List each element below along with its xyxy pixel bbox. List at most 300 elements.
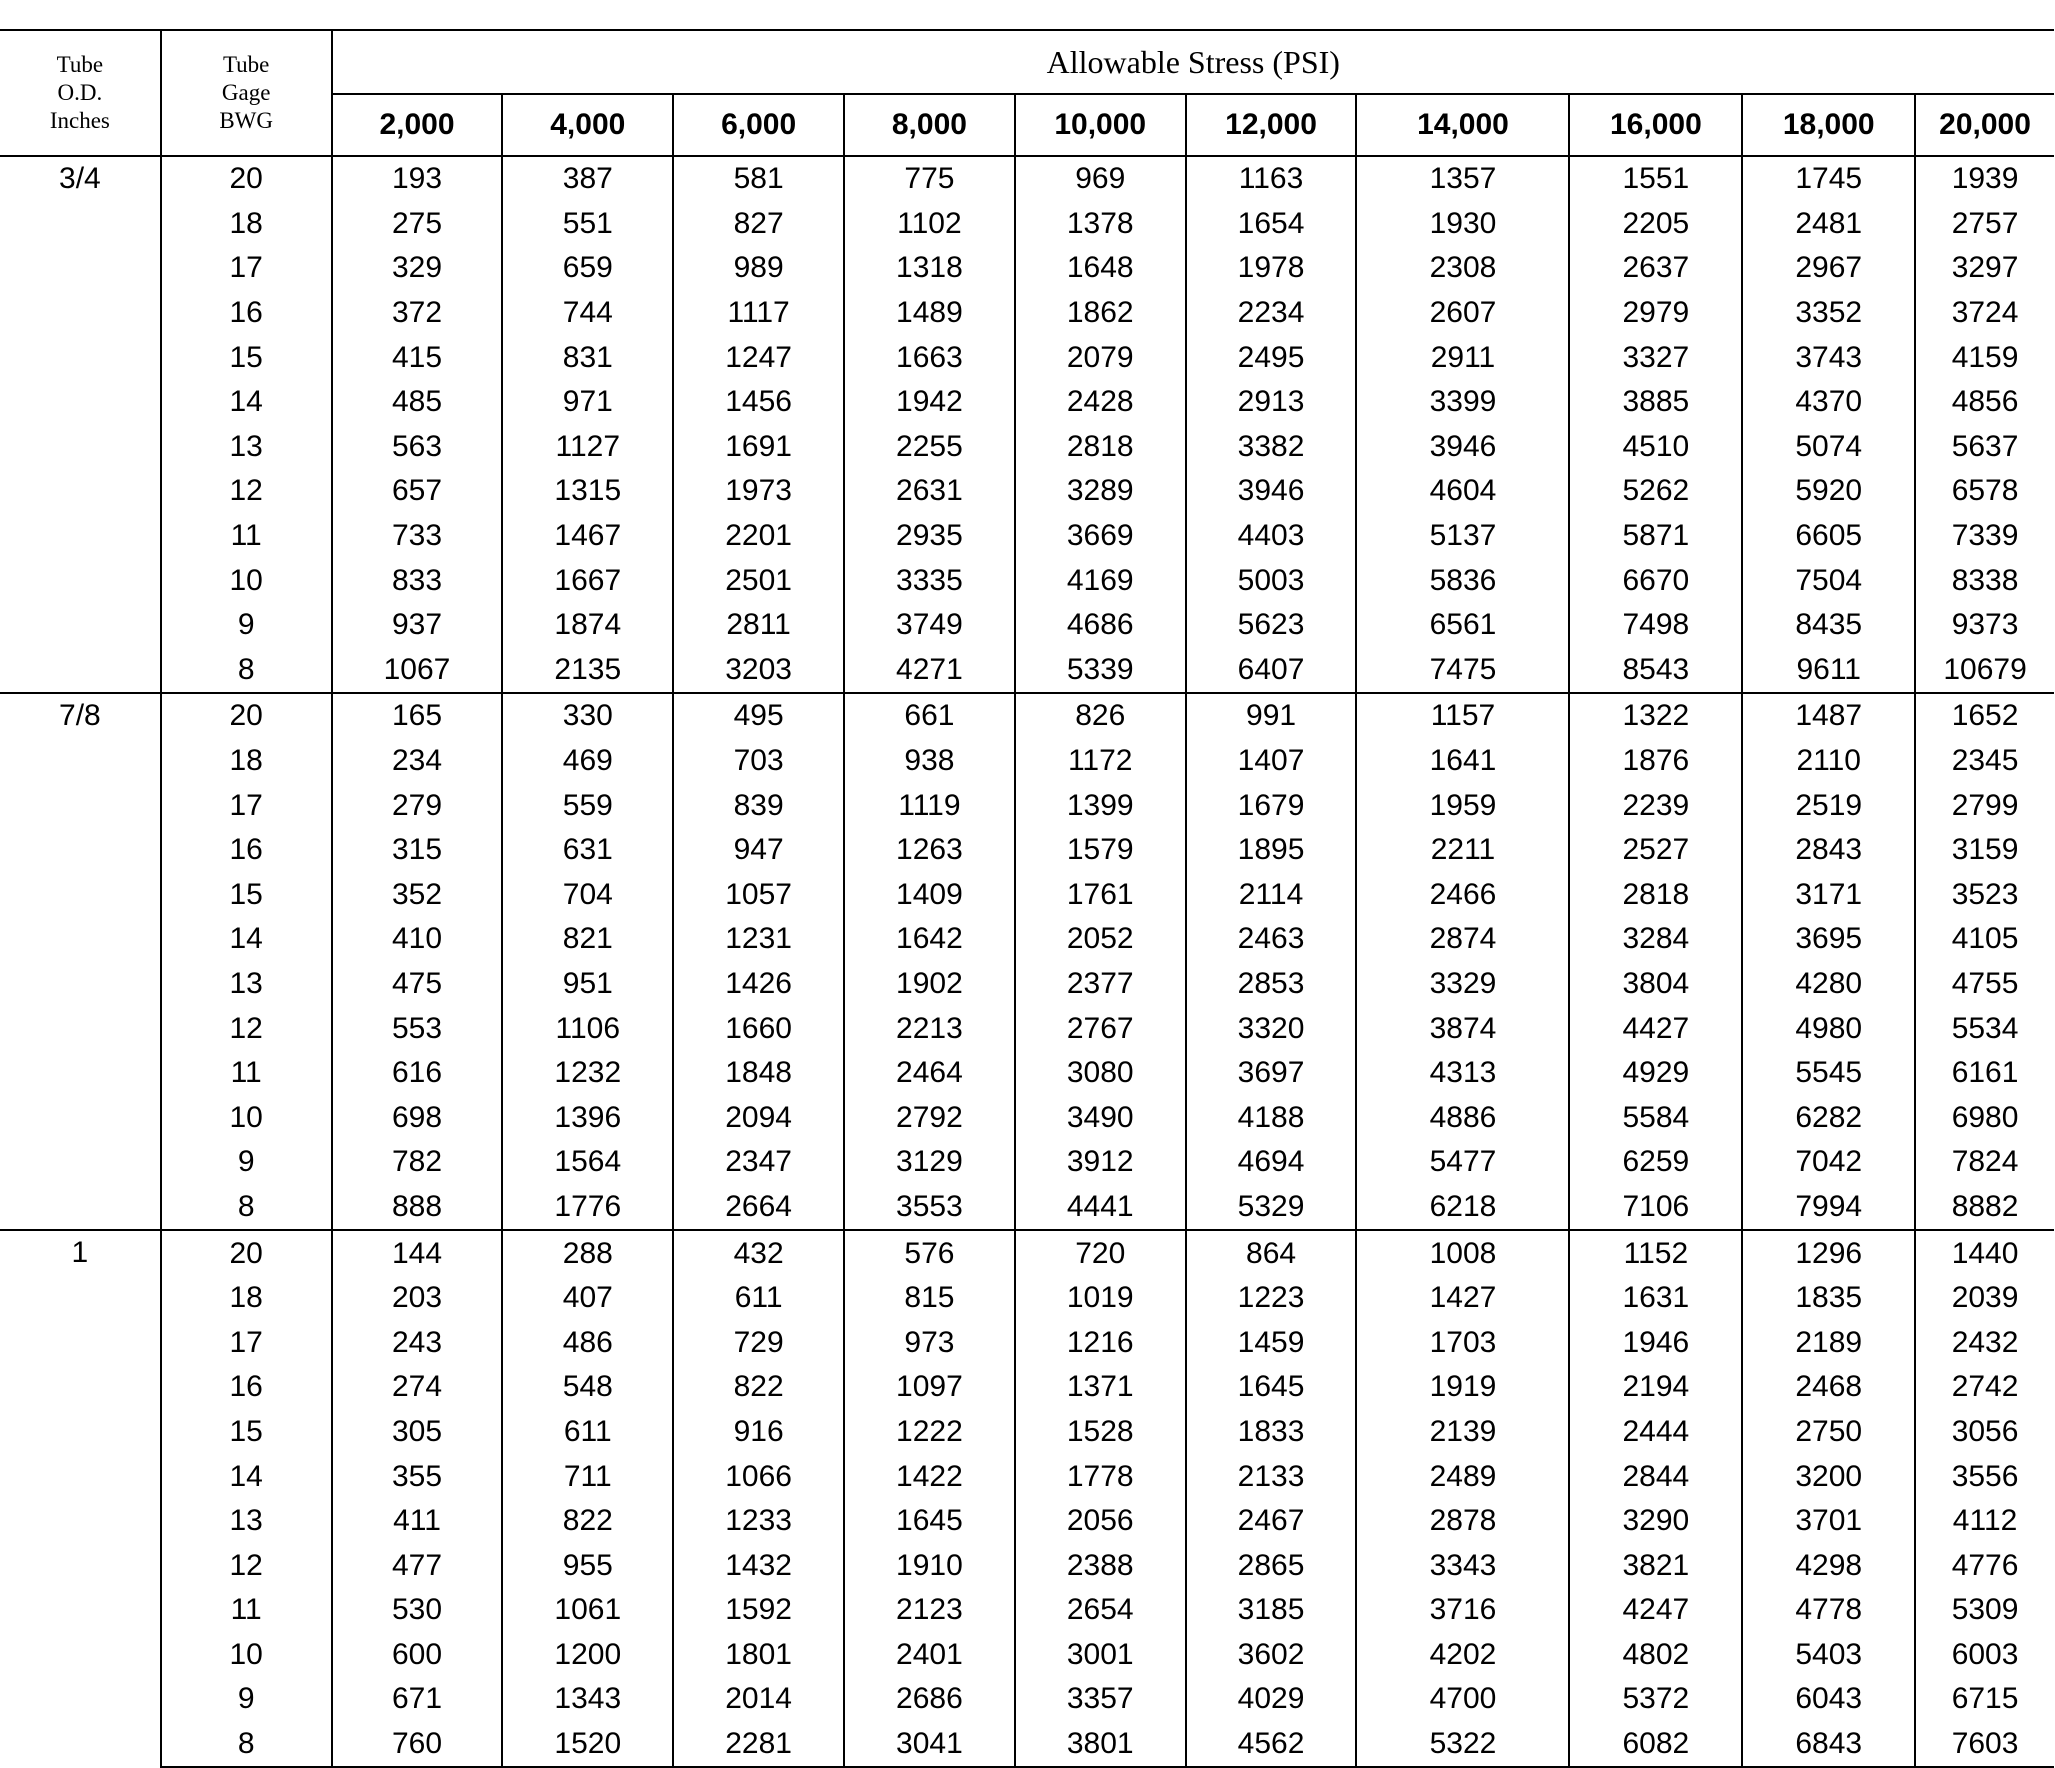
stress-value-cell: 2967 xyxy=(1742,246,1915,291)
stress-value-cell: 1489 xyxy=(844,291,1015,336)
stress-value-cell: 1216 xyxy=(1015,1320,1186,1365)
stress-value-cell: 600 xyxy=(332,1633,503,1678)
stress-value-cell: 3327 xyxy=(1569,335,1742,380)
stress-value-cell: 2843 xyxy=(1742,828,1915,873)
stress-value-cell: 4029 xyxy=(1186,1677,1357,1722)
stress-value-cell: 4776 xyxy=(1951,1548,2019,1582)
stress-value-cell: 2757 xyxy=(1951,206,2019,240)
table-row xyxy=(0,1230,2054,1276)
stress-value-cell: 1959 xyxy=(1356,783,1569,828)
tube-gage-cell: 18 xyxy=(161,1276,332,1321)
stress-value-cell: 2205 xyxy=(1569,202,1742,247)
stress-value-cell: 1930 xyxy=(1356,202,1569,247)
stress-value-cell: 1407 xyxy=(1186,739,1357,784)
stress-value-cell: 1440 xyxy=(1915,1230,2054,1276)
stress-value-cell: 4403 xyxy=(1186,514,1357,559)
stress-value-cell: 3749 xyxy=(844,603,1015,648)
tube-gage-cell: 18 xyxy=(161,202,332,247)
stress-value-cell: 2935 xyxy=(844,514,1015,559)
stress-value-cell: 4427 xyxy=(1569,1006,1742,1051)
stress-value-cell: 8435 xyxy=(1742,603,1915,648)
tube-gage-cell: 8 xyxy=(161,1722,332,1768)
stress-value-cell: 2637 xyxy=(1569,246,1742,291)
stress-value-cell: 2527 xyxy=(1569,828,1742,873)
stress-value-cell: 1862 xyxy=(1015,291,1186,336)
stress-value-cell: 7994 xyxy=(1742,1185,1915,1231)
stress-value-cell: 4562 xyxy=(1186,1722,1357,1768)
stress-value-cell: 5477 xyxy=(1356,1140,1569,1185)
stress-value-cell: 3743 xyxy=(1742,335,1915,380)
stress-value-cell: 4929 xyxy=(1569,1051,1742,1096)
stress-value-cell: 3697 xyxy=(1186,1051,1357,1096)
stress-value-cell: 4280 xyxy=(1742,962,1915,1007)
stress-value-cell: 1232 xyxy=(502,1051,673,1096)
stress-value-cell: 5637 xyxy=(1951,429,2019,463)
tube-gage-cell: 11 xyxy=(161,514,332,559)
stress-value-cell: 1061 xyxy=(502,1588,673,1633)
stress-value-cell: 2799 xyxy=(1951,788,2019,822)
stress-value-cell: 864 xyxy=(1186,1230,1357,1276)
stress-value-cell: 888 xyxy=(332,1185,503,1231)
tube-gage-cell: 12 xyxy=(161,1006,332,1051)
stress-value-cell: 1222 xyxy=(844,1410,1015,1455)
stress-value-cell: 1528 xyxy=(1015,1410,1186,1455)
stress-value-cell: 3804 xyxy=(1569,962,1742,1007)
stress-value-cell: 2014 xyxy=(673,1677,844,1722)
stress-value-cell: 432 xyxy=(673,1230,844,1276)
stress-value-cell: 6282 xyxy=(1742,1095,1915,1140)
stress-value-cell: 2234 xyxy=(1186,291,1357,336)
stress-value-cell: 4980 xyxy=(1742,1006,1915,1051)
stress-value-cell: 1318 xyxy=(844,246,1015,291)
tube-od-cell: 3/4 xyxy=(0,156,161,693)
stress-value-cell: 3801 xyxy=(1015,1722,1186,1768)
stress-value-cell: 3297 xyxy=(1951,251,2019,285)
stress-column-header: 10,000 xyxy=(1015,94,1186,156)
stress-value-cell: 951 xyxy=(502,962,673,1007)
table-row xyxy=(0,202,2054,247)
stress-value-cell: 2853 xyxy=(1186,962,1357,1007)
stress-value-cell: 2444 xyxy=(1569,1410,1742,1455)
stress-value-cell: 10679 xyxy=(1915,648,2054,694)
stress-value-cell: 3724 xyxy=(1951,296,2019,330)
stress-value-cell: 1396 xyxy=(502,1095,673,1140)
stress-value-cell: 144 xyxy=(332,1230,503,1276)
stress-value-cell: 2654 xyxy=(1015,1588,1186,1633)
stress-value-cell: 1946 xyxy=(1569,1320,1742,1365)
stress-value-cell: 7339 xyxy=(1951,519,2019,553)
stress-column-header: 6,000 xyxy=(673,94,844,156)
stress-value-cell: 4755 xyxy=(1951,966,2019,1000)
stress-value-cell: 1233 xyxy=(673,1499,844,1544)
stress-value-cell: 559 xyxy=(502,783,673,828)
stress-value-cell: 1172 xyxy=(1015,739,1186,784)
stress-column-header: 4,000 xyxy=(502,94,673,156)
stress-value-cell: 315 xyxy=(332,828,503,873)
stress-value-cell: 2501 xyxy=(673,558,844,603)
stress-value-cell: 2811 xyxy=(673,603,844,648)
stress-value-cell: 4441 xyxy=(1015,1185,1186,1231)
stress-value-cell: 407 xyxy=(502,1276,673,1321)
stress-value-cell: 305 xyxy=(332,1410,503,1455)
stress-value-cell: 2911 xyxy=(1356,335,1569,380)
stress-value-cell: 8338 xyxy=(1951,563,2019,597)
stress-value-cell: 2464 xyxy=(844,1051,1015,1096)
stress-value-cell: 3171 xyxy=(1742,873,1915,918)
stress-value-cell: 581 xyxy=(673,156,844,202)
stress-value-cell: 4510 xyxy=(1569,425,1742,470)
table-row xyxy=(0,1499,2054,1544)
stress-value-cell: 1641 xyxy=(1356,739,1569,784)
stress-value-cell: 3001 xyxy=(1015,1633,1186,1678)
stress-value-cell: 5534 xyxy=(1951,1011,2019,1045)
tube-od-header xyxy=(0,30,161,156)
stress-value-cell: 3912 xyxy=(1015,1140,1186,1185)
tube-gage-cell: 9 xyxy=(161,1677,332,1722)
tube-gage-cell: 17 xyxy=(161,783,332,828)
stress-value-cell: 1592 xyxy=(673,1588,844,1633)
stress-value-cell: 387 xyxy=(502,156,673,202)
stress-value-cell: 5623 xyxy=(1186,603,1357,648)
stress-value-cell: 2495 xyxy=(1186,335,1357,380)
table-row xyxy=(0,1276,2054,1321)
stress-value-cell: 729 xyxy=(673,1320,844,1365)
stress-value-cell: 711 xyxy=(502,1454,673,1499)
stress-value-cell: 2135 xyxy=(502,648,673,694)
stress-value-cell: 698 xyxy=(332,1095,503,1140)
table-row xyxy=(0,1051,2054,1096)
stress-value-cell: 2388 xyxy=(1015,1543,1186,1588)
stress-value-cell: 4686 xyxy=(1015,603,1186,648)
stress-value-cell: 3556 xyxy=(1951,1459,2019,1493)
table-row xyxy=(0,1588,2054,1633)
tube-od-header-line: O.D. xyxy=(57,80,103,105)
tube-gage-header xyxy=(161,30,332,156)
table-row xyxy=(0,1185,2054,1231)
stress-value-cell: 3885 xyxy=(1569,380,1742,425)
stress-value-cell: 991 xyxy=(1186,693,1357,739)
table-row xyxy=(0,1365,2054,1410)
tube-od-cell: 1 xyxy=(0,1230,161,1767)
stress-value-cell: 2189 xyxy=(1742,1320,1915,1365)
stress-value-cell: 703 xyxy=(673,739,844,784)
tube-gage-cell: 17 xyxy=(161,1320,332,1365)
stress-value-cell: 5003 xyxy=(1186,558,1357,603)
stress-value-cell: 971 xyxy=(502,380,673,425)
stress-value-cell: 2213 xyxy=(844,1006,1015,1051)
table-row xyxy=(0,693,2054,739)
stress-value-cell: 1939 xyxy=(1915,156,2054,202)
stress-value-cell: 916 xyxy=(673,1410,844,1455)
stress-value-cell: 1487 xyxy=(1742,693,1915,739)
stress-value-cell: 415 xyxy=(332,335,503,380)
stress-value-cell: 1378 xyxy=(1015,202,1186,247)
stress-value-cell: 7504 xyxy=(1742,558,1915,603)
stress-value-cell: 1902 xyxy=(844,962,1015,1007)
stress-value-cell: 6259 xyxy=(1569,1140,1742,1185)
stress-value-cell: 4856 xyxy=(1951,385,2019,419)
stress-value-cell: 1117 xyxy=(673,291,844,336)
stress-value-cell: 1371 xyxy=(1015,1365,1186,1410)
table-row xyxy=(0,246,2054,291)
stress-value-cell: 1422 xyxy=(844,1454,1015,1499)
stress-value-cell: 2123 xyxy=(844,1588,1015,1633)
stress-value-cell: 661 xyxy=(844,693,1015,739)
stress-value-cell: 1200 xyxy=(502,1633,673,1678)
stress-value-cell: 1648 xyxy=(1015,246,1186,291)
stress-value-cell: 477 xyxy=(332,1543,503,1588)
stress-value-cell: 3284 xyxy=(1569,917,1742,962)
stress-value-cell: 3490 xyxy=(1015,1095,1186,1140)
stress-value-cell: 720 xyxy=(1015,1230,1186,1276)
stress-value-cell: 782 xyxy=(332,1140,503,1185)
stress-value-cell: 1057 xyxy=(673,873,844,918)
tube-gage-cell: 8 xyxy=(161,648,332,694)
stress-value-cell: 6605 xyxy=(1742,514,1915,559)
stress-value-cell: 822 xyxy=(673,1365,844,1410)
stress-value-cell: 8543 xyxy=(1569,648,1742,694)
stress-value-cell: 2347 xyxy=(673,1140,844,1185)
stress-value-cell: 3553 xyxy=(844,1185,1015,1231)
stress-value-cell: 631 xyxy=(502,828,673,873)
table-row xyxy=(0,917,2054,962)
stress-value-cell: 372 xyxy=(332,291,503,336)
stress-value-cell: 355 xyxy=(332,1454,503,1499)
stress-value-cell: 288 xyxy=(502,1230,673,1276)
table-row xyxy=(0,1454,2054,1499)
tube-gage-cell: 12 xyxy=(161,469,332,514)
table-row xyxy=(0,1677,2054,1722)
stress-value-cell: 1426 xyxy=(673,962,844,1007)
stress-value-cell: 3129 xyxy=(844,1140,1015,1185)
stress-value-cell: 659 xyxy=(502,246,673,291)
stress-value-cell: 3335 xyxy=(844,558,1015,603)
stress-value-cell: 1119 xyxy=(844,783,1015,828)
stress-value-cell: 6670 xyxy=(1569,558,1742,603)
stress-value-cell: 1642 xyxy=(844,917,1015,962)
stress-value-cell: 2308 xyxy=(1356,246,1569,291)
stress-column-header: 18,000 xyxy=(1742,94,1915,156)
stress-value-cell: 1645 xyxy=(1186,1365,1357,1410)
stress-value-cell: 530 xyxy=(332,1588,503,1633)
stress-value-cell: 2844 xyxy=(1569,1454,1742,1499)
stress-value-cell: 4604 xyxy=(1356,469,1569,514)
stress-value-cell: 3399 xyxy=(1356,380,1569,425)
stress-value-cell: 2463 xyxy=(1186,917,1357,962)
stress-value-cell: 937 xyxy=(332,603,503,648)
stress-column-header: 12,000 xyxy=(1186,94,1357,156)
stress-value-cell: 1564 xyxy=(502,1140,673,1185)
stress-value-cell: 2056 xyxy=(1015,1499,1186,1544)
stress-value-cell: 2913 xyxy=(1186,380,1357,425)
stress-value-cell: 775 xyxy=(844,156,1015,202)
stress-value-cell: 616 xyxy=(332,1051,503,1096)
tube-gage-cell: 18 xyxy=(161,739,332,784)
stress-value-cell: 469 xyxy=(502,739,673,784)
stress-value-cell: 1679 xyxy=(1186,783,1357,828)
stress-value-cell: 4694 xyxy=(1186,1140,1357,1185)
stress-value-cell: 1919 xyxy=(1356,1365,1569,1410)
table-row xyxy=(0,962,2054,1007)
stress-value-cell: 2139 xyxy=(1356,1410,1569,1455)
tube-gage-cell: 15 xyxy=(161,335,332,380)
stress-value-cell: 1322 xyxy=(1569,693,1742,739)
stress-value-cell: 4313 xyxy=(1356,1051,1569,1096)
stress-value-cell: 3946 xyxy=(1356,425,1569,470)
table-row xyxy=(0,558,2054,603)
stress-value-cell: 3695 xyxy=(1742,917,1915,962)
tube-od-header-line: Inches xyxy=(49,108,110,133)
stress-value-cell: 1066 xyxy=(673,1454,844,1499)
stress-value-cell: 3320 xyxy=(1186,1006,1357,1051)
stress-value-cell: 2432 xyxy=(1951,1325,2019,1359)
table-row xyxy=(0,335,2054,380)
stress-value-cell: 1459 xyxy=(1186,1320,1357,1365)
stress-value-cell: 1106 xyxy=(502,1006,673,1051)
tube-gage-cell: 13 xyxy=(161,962,332,1007)
stress-value-cell: 2874 xyxy=(1356,917,1569,962)
stress-value-cell: 1579 xyxy=(1015,828,1186,873)
stress-value-cell: 611 xyxy=(502,1410,673,1455)
tube-gage-cell: 15 xyxy=(161,873,332,918)
stress-value-cell: 5920 xyxy=(1742,469,1915,514)
stress-value-cell: 1703 xyxy=(1356,1320,1569,1365)
stress-value-cell: 1296 xyxy=(1742,1230,1915,1276)
stress-value-cell: 6082 xyxy=(1569,1722,1742,1768)
stress-value-cell: 831 xyxy=(502,335,673,380)
table-row xyxy=(0,380,2054,425)
stress-value-cell: 2428 xyxy=(1015,380,1186,425)
stress-value-cell: 274 xyxy=(332,1365,503,1410)
stress-value-cell: 6980 xyxy=(1951,1100,2019,1134)
stress-value-cell: 2878 xyxy=(1356,1499,1569,1544)
table-row xyxy=(0,1543,2054,1588)
stress-value-cell: 6715 xyxy=(1951,1682,2019,1716)
stress-value-cell: 1978 xyxy=(1186,246,1357,291)
stress-value-cell: 5545 xyxy=(1742,1051,1915,1096)
stress-value-cell: 6561 xyxy=(1356,603,1569,648)
stress-value-cell: 1645 xyxy=(844,1499,1015,1544)
table-body xyxy=(0,156,2054,1767)
tube-gage-cell: 16 xyxy=(161,828,332,873)
stress-value-cell: 1520 xyxy=(502,1722,673,1768)
stress-value-cell: 5309 xyxy=(1951,1593,2019,1627)
stress-value-cell: 2201 xyxy=(673,514,844,559)
stress-value-cell: 563 xyxy=(332,425,503,470)
stress-value-cell: 352 xyxy=(332,873,503,918)
tube-gage-cell: 20 xyxy=(161,693,332,739)
stress-value-cell: 2052 xyxy=(1015,917,1186,962)
stress-value-cell: 4188 xyxy=(1186,1095,1357,1140)
stress-value-cell: 4112 xyxy=(1952,1504,2018,1538)
tube-od-cell: 7/8 xyxy=(0,693,161,1230)
stress-value-cell: 955 xyxy=(502,1543,673,1588)
stress-value-cell: 5137 xyxy=(1356,514,1569,559)
stress-value-cell: 704 xyxy=(502,873,673,918)
stress-value-cell: 2194 xyxy=(1569,1365,1742,1410)
stress-value-cell: 279 xyxy=(332,783,503,828)
stress-value-cell: 2607 xyxy=(1356,291,1569,336)
stress-value-cell: 1097 xyxy=(844,1365,1015,1410)
table-row xyxy=(0,603,2054,648)
stress-value-cell: 5836 xyxy=(1356,558,1569,603)
stress-value-cell: 1223 xyxy=(1186,1276,1357,1321)
tube-gage-cell: 17 xyxy=(161,246,332,291)
stress-value-cell: 1427 xyxy=(1356,1276,1569,1321)
stress-value-cell: 6161 xyxy=(1951,1056,2019,1090)
stress-value-cell: 833 xyxy=(332,558,503,603)
stress-value-cell: 1874 xyxy=(502,603,673,648)
stress-value-cell: 3159 xyxy=(1951,833,2019,867)
tube-od-header-line: Tube xyxy=(56,52,104,77)
stress-value-cell: 733 xyxy=(332,514,503,559)
table-row xyxy=(0,1320,2054,1365)
stress-value-cell: 475 xyxy=(332,962,503,1007)
stress-value-cell: 760 xyxy=(332,1722,503,1768)
tube-gage-cell: 20 xyxy=(161,156,332,202)
stress-value-cell: 234 xyxy=(332,739,503,784)
stress-value-cell: 9373 xyxy=(1951,608,2019,642)
stress-value-cell: 1231 xyxy=(673,917,844,962)
stress-value-cell: 486 xyxy=(502,1320,673,1365)
stress-value-cell: 3185 xyxy=(1186,1588,1357,1633)
stress-value-cell: 3080 xyxy=(1015,1051,1186,1096)
stress-value-cell: 7475 xyxy=(1356,648,1569,694)
stress-value-cell: 2281 xyxy=(673,1722,844,1768)
stress-value-cell: 3669 xyxy=(1015,514,1186,559)
table-row xyxy=(0,648,2054,694)
stress-column-header: 16,000 xyxy=(1569,94,1742,156)
stress-value-cell: 3602 xyxy=(1186,1633,1357,1678)
stress-value-cell: 2094 xyxy=(673,1095,844,1140)
allowable-stress-title: Allowable Stress (PSI) xyxy=(332,30,2054,94)
stress-value-cell: 7498 xyxy=(1569,603,1742,648)
stress-value-cell: 2742 xyxy=(1951,1370,2019,1404)
stress-value-cell: 5074 xyxy=(1742,425,1915,470)
stress-value-cell: 1910 xyxy=(844,1543,1015,1588)
stress-value-cell: 827 xyxy=(673,202,844,247)
stress-value-cell: 275 xyxy=(332,202,503,247)
stress-value-cell: 6043 xyxy=(1742,1677,1915,1722)
tube-gage-cell: 10 xyxy=(161,1633,332,1678)
stress-value-cell: 1467 xyxy=(502,514,673,559)
stress-value-cell: 193 xyxy=(332,156,503,202)
stress-value-cell: 4169 xyxy=(1015,558,1186,603)
stress-value-cell: 7106 xyxy=(1569,1185,1742,1231)
stress-value-cell: 3289 xyxy=(1015,469,1186,514)
stress-value-cell: 2133 xyxy=(1186,1454,1357,1499)
stress-value-cell: 4159 xyxy=(1951,340,2019,374)
stress-value-cell: 3203 xyxy=(673,648,844,694)
stress-value-cell: 989 xyxy=(673,246,844,291)
stress-value-cell: 938 xyxy=(844,739,1015,784)
tube-gage-cell: 13 xyxy=(161,425,332,470)
stress-value-cell: 203 xyxy=(332,1276,503,1321)
stress-value-cell: 1157 xyxy=(1356,693,1569,739)
stress-value-cell: 1399 xyxy=(1015,783,1186,828)
table-row xyxy=(0,1140,2054,1185)
stress-value-cell: 822 xyxy=(502,1499,673,1544)
stress-value-cell: 744 xyxy=(502,291,673,336)
table-row xyxy=(0,739,2054,784)
table-row xyxy=(0,514,2054,559)
stress-value-cell: 3343 xyxy=(1356,1543,1569,1588)
stress-value-cell: 1263 xyxy=(844,828,1015,873)
stress-value-cell: 2114 xyxy=(1186,873,1357,918)
tube-gage-cell: 14 xyxy=(161,380,332,425)
tube-gage-header-line: Tube xyxy=(222,52,270,77)
stress-value-cell: 1835 xyxy=(1742,1276,1915,1321)
